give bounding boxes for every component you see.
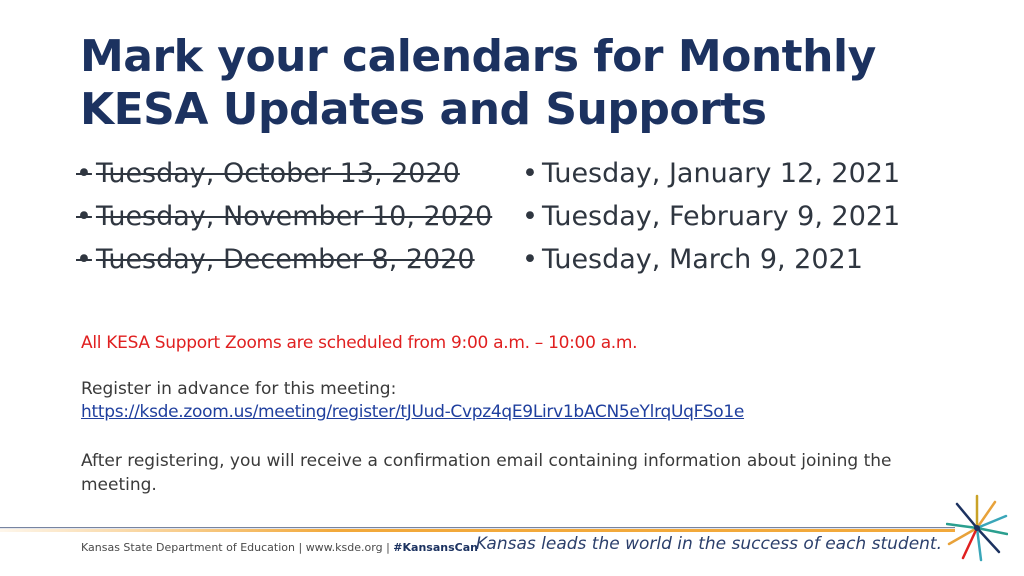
upcoming-date-item (522, 152, 900, 195)
footer-tagline: Kansas leads the world in the success of each student. (475, 534, 942, 554)
bullet: • (76, 158, 92, 189)
footer-separator: | (386, 541, 390, 554)
bullet: • (522, 244, 538, 275)
upcoming-date-item (522, 238, 900, 281)
date-text: Tuesday, February 9, 2021 (541, 201, 901, 232)
date-text: Tuesday, March 9, 2021 (541, 244, 863, 275)
footer-website: www.ksde.org (305, 541, 383, 554)
past-dates-list (76, 152, 492, 281)
footer-org-info (81, 541, 478, 554)
date-text: Tuesday, October 13, 2020 (95, 158, 460, 189)
page-title-line-2: KESA Updates and Supports (80, 84, 767, 135)
bullet: • (76, 201, 92, 232)
bullet: • (522, 158, 538, 189)
date-text: Tuesday, January 12, 2021 (541, 158, 901, 189)
footer-divider (0, 525, 955, 533)
date-text: Tuesday, November 10, 2020 (95, 201, 493, 232)
footer-hashtag: #KansansCan (393, 541, 478, 554)
register-label: Register in advance for this meeting: (81, 379, 397, 399)
page-title-line-1: Mark your calendars for Monthly (80, 31, 876, 82)
date-text: Tuesday, December 8, 2020 (95, 244, 475, 275)
past-date-item (76, 152, 492, 195)
starburst-logo-icon (946, 494, 1008, 562)
bullet: • (76, 244, 92, 275)
upcoming-dates-list (522, 152, 900, 281)
upcoming-date-item (522, 195, 900, 238)
bullet: • (522, 201, 538, 232)
past-date-item (76, 195, 492, 238)
page-title (80, 30, 960, 136)
footer-org: Kansas State Department of Education (81, 541, 295, 554)
footer-separator: | (298, 541, 303, 554)
register-link[interactable]: https://ksde.zoom.us/meeting/register/tJUud-Cvpz4qE9Lirv1bACN5eYlrqUqFSo1e (81, 402, 745, 422)
after-registering-text: After registering, you will receive a confirmation email containing information about joining the meeting. (81, 451, 892, 495)
past-date-item (76, 238, 492, 281)
schedule-note: All KESA Support Zooms are scheduled from 9:00 a.m. – 10:00 a.m. (81, 333, 638, 353)
